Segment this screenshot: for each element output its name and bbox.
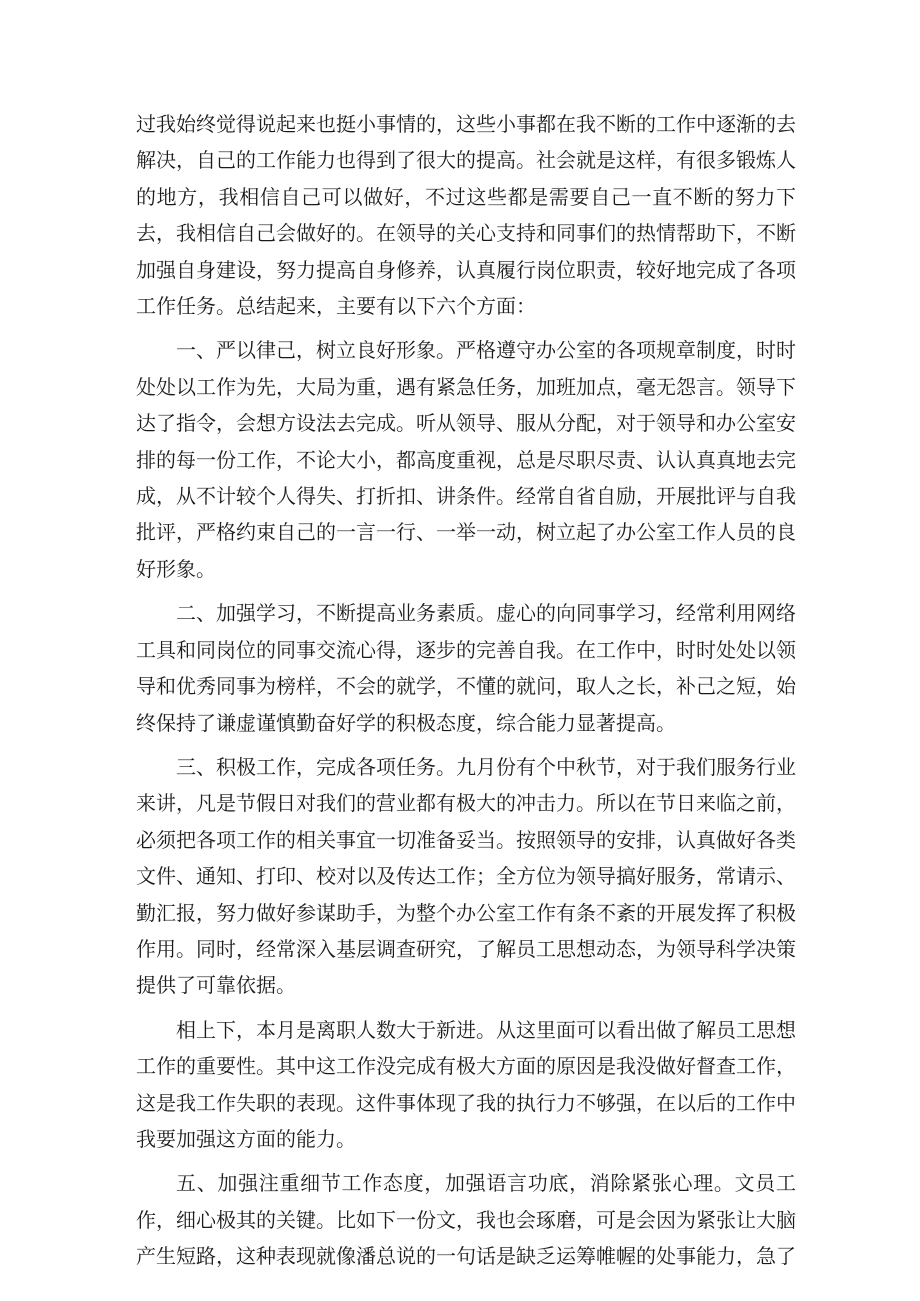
document-body	[136, 106, 796, 1283]
paragraph-active-work: 三、积极工作，完成各项任务。九月份有个中秋节，对于我们服务行业来讲，凡是节假日对我们的营业都有极大的冲击力。所以在节日来临之前，必须把各项工作的相关事宜一切准备妥当。按照领导的安排，认真做好各类文件、通知、打印、校对以及传达工作；全方位为领导搞好服务，常请示、勤汇报，努力做好参谋助手，为整个办公室工作有条不紊的开展发挥了积极作用。同时，经常深入基层调查研究，了解员工思想动态，为领导科学决策提供了可靠依据。	[136, 754, 796, 998]
paragraph-learning: 二、加强学习，不断提高业务素质。虚心的向同事学习，经常利用网络工具和同岗位的同事交流心得，逐步的完善自我。在工作中，时时处处以领导和优秀同事为榜样，不会的就学，不懂的就问，取人之长，补己之短，始终保持了谦虚谨慎勤奋好学的积极态度，综合能力显著提高。	[136, 601, 796, 735]
paragraph-turnover: 相上下，本月是离职人数大于新进。从这里面可以看出做了解员工思想工作的重要性。其中这工作没完成有极大方面的原因是我没做好督查工作，这是我工作失职的表现。这件事体现了我的执行力不够强，在以后的工作中我要加强这方面的能力。	[136, 1017, 796, 1151]
paragraph-attention-to-detail: 五、加强注重细节工作态度，加强语言功底，消除紧张心理。文员工作，细心极其的关键。比如下一份文，我也会琢磨，可是会因为紧张让大脑产生短路，这种表现就像潘总说的一句话是缺乏运筹帷幄的处事能力，急了	[136, 1171, 796, 1269]
paragraph-self-discipline: 一、严以律己，树立良好形象。严格遵守办公室的各项规章制度，时时处处以工作为先，大局为重，遇有紧急任务，加班加点，毫无怨言。领导下达了指令，会想方设法去完成。听从领导、服从分配，对于领导和办公室安排的每一份工作，不论大小，都高度重视，总是尽职尽责、认认真真地去完成，从不计较个人得失、打折扣、讲条件。经常自省自励，开展批评与自我批评，严格约束自己的一言一行、一举一动，树立起了办公室工作人员的良好形象。	[136, 338, 796, 581]
paragraph-continuation: 过我始终觉得说起来也挺小事情的，这些小事都在我不断的工作中逐渐的去解决，自己的工作能力也得到了很大的提高。社会就是这样，有很多锻炼人的地方，我相信自己可以做好，不过这些都是需要自己一直不断的努力下去，我相信自己会做好的。在领导的关心支持和同事们的热情帮助下，不断加强自身建设，努力提高自身修养，认真履行岗位职责，较好地完成了各项工作任务。总结起来，主要有以下六个方面：	[136, 112, 796, 319]
